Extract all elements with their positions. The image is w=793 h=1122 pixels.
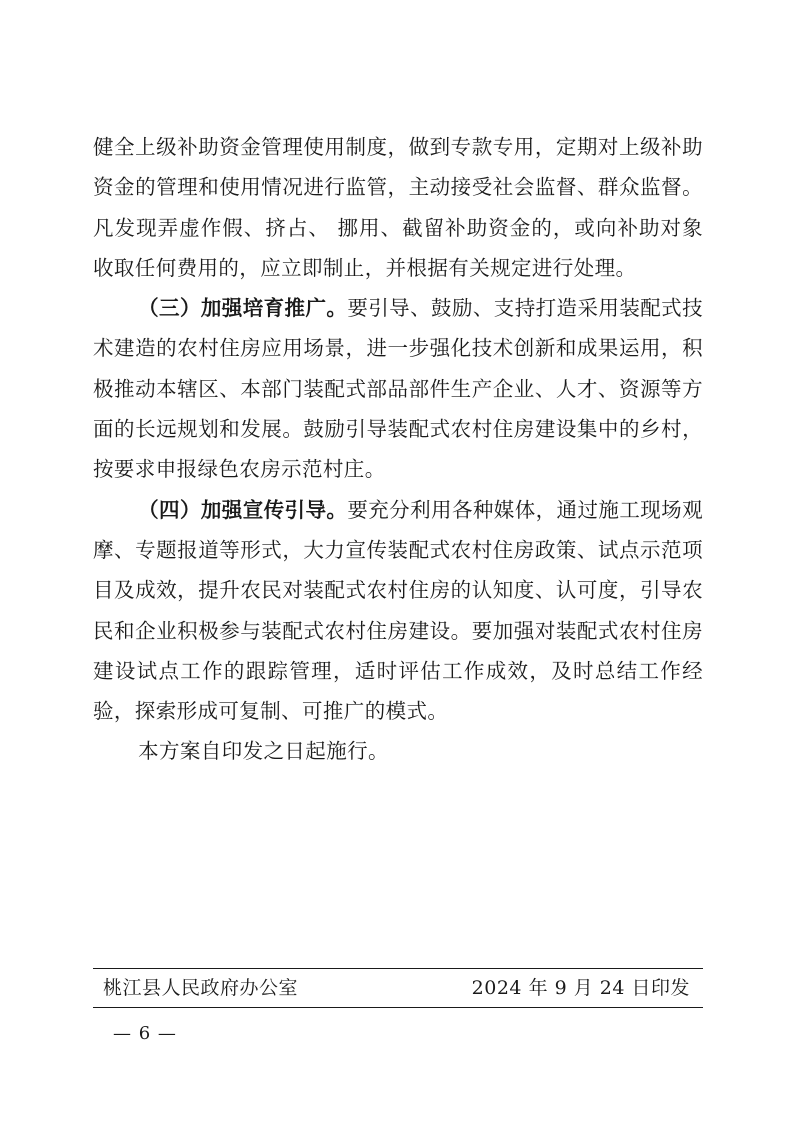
paragraph-funds-management: 健全上级补助资金管理使用制度，做到专款专用，定期对上级补助资金的管理和使用情况进行监管，主动接受社会监督、群众监督。凡发现弄虚作假、挤占、 挪用、截留补助资金的，或向补助对象收取任何费用的，应立即制止，并根据有关规定进行处理。 [93,135,703,280]
issuing-office: 桃江县人民政府办公室 [103,977,299,999]
paragraph-publicity-body: 要充分利用各种媒体，通过施工现场观摩、专题报道等形式，大力宣传装配式农村住房政策、试点示范项目及成效，提升农民对装配式农村住房的认知度、认可度，引导农民和企业积极参与装配式农村住房建设。要加强对装配式农村住房建设试点工作的跟踪管理，适时评估工作成效，及时总结工作经验，探索形成可复制、可推广的模式。 [93,497,703,724]
paragraph-promotion [93,288,703,489]
page-number: — 6 — [113,1023,177,1044]
footer-bottom-rule [93,1007,703,1008]
paragraph-effective-date: 本方案自印发之日起施行。 [138,739,389,764]
section-heading-promotion: （三）加强培育推广。 [138,296,348,321]
paragraph-publicity [93,490,703,732]
paragraph-promotion-body: 要引导、鼓励、支持打造采用装配式技术建造的农村住房应用场景，进一步强化技术创新和成果运用，积极推动本辖区、本部门装配式部品部件生产企业、人才、资源等方面的长远规划和发展。鼓励引导装配式农村住房建设集中的乡村，按要求申报绿色农房示范村庄。 [93,296,703,482]
section-heading-publicity: （四）加强宣传引导。 [138,497,348,522]
issue-date: 2024 年 9 月 24 日印发 [471,977,690,999]
footer-top-rule [93,968,703,969]
body-text [93,127,703,772]
